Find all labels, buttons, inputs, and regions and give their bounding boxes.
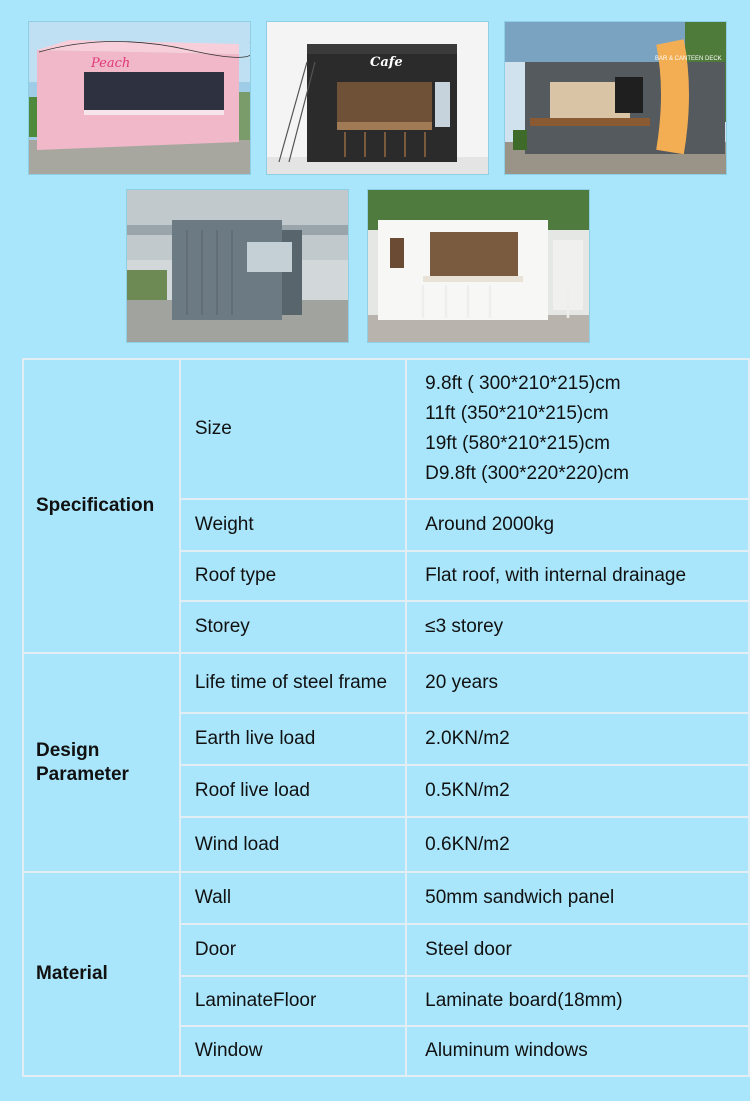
row-value: 9.8ft ( 300*210*215)cm 11ft (350*210*215)cm 19ft (580*210*215)cm D9.8ft (300*220*220)cm [406,359,749,499]
row-name: Earth live load [180,713,406,765]
row-name: Storey [180,601,406,653]
row-name: LaminateFloor [180,976,406,1026]
row-value: Steel door [406,924,749,976]
row-name: Wind load [180,817,406,872]
row-name: Roof type [180,551,406,601]
row-value: 50mm sandwich panel [406,872,749,924]
sign-text: Cafe [370,55,403,70]
row-value: Around 2000kg [406,499,749,551]
row-value: Aluminum windows [406,1026,749,1076]
grey-container-kiosk-photo [126,189,349,343]
sign-text: BAR & CANTEEN DECK [655,56,722,62]
group-title-material: Material [23,872,180,1076]
row-value: Laminate board(18mm) [406,976,749,1026]
row-value: ≤3 storey [406,601,749,653]
row-name: Roof live load [180,765,406,817]
specification-table [22,358,750,1077]
row-value: 2.0KN/m2 [406,713,749,765]
group-title-design-parameter: Design Parameter [23,653,180,872]
row-name: Size [180,359,406,499]
group-title-specification: Specification [23,359,180,653]
row-name: Weight [180,499,406,551]
row-value: Flat roof, with internal drainage [406,551,749,601]
white-bar-container-photo [367,189,590,343]
table-row [23,359,749,499]
row-value: 0.5KN/m2 [406,765,749,817]
row-name: Wall [180,872,406,924]
row-name: Window [180,1026,406,1076]
sign-text: Peach [91,56,131,71]
black-cafe-container-photo [266,21,489,175]
row-name: Life time of steel frame [180,653,406,713]
row-value: 20 years [406,653,749,713]
table-row [23,653,749,713]
table-row [23,872,749,924]
pink-container-cafe-photo [28,21,251,175]
bar-canteen-container-photo [504,21,727,175]
row-value: 0.6KN/m2 [406,817,749,872]
row-name: Door [180,924,406,976]
